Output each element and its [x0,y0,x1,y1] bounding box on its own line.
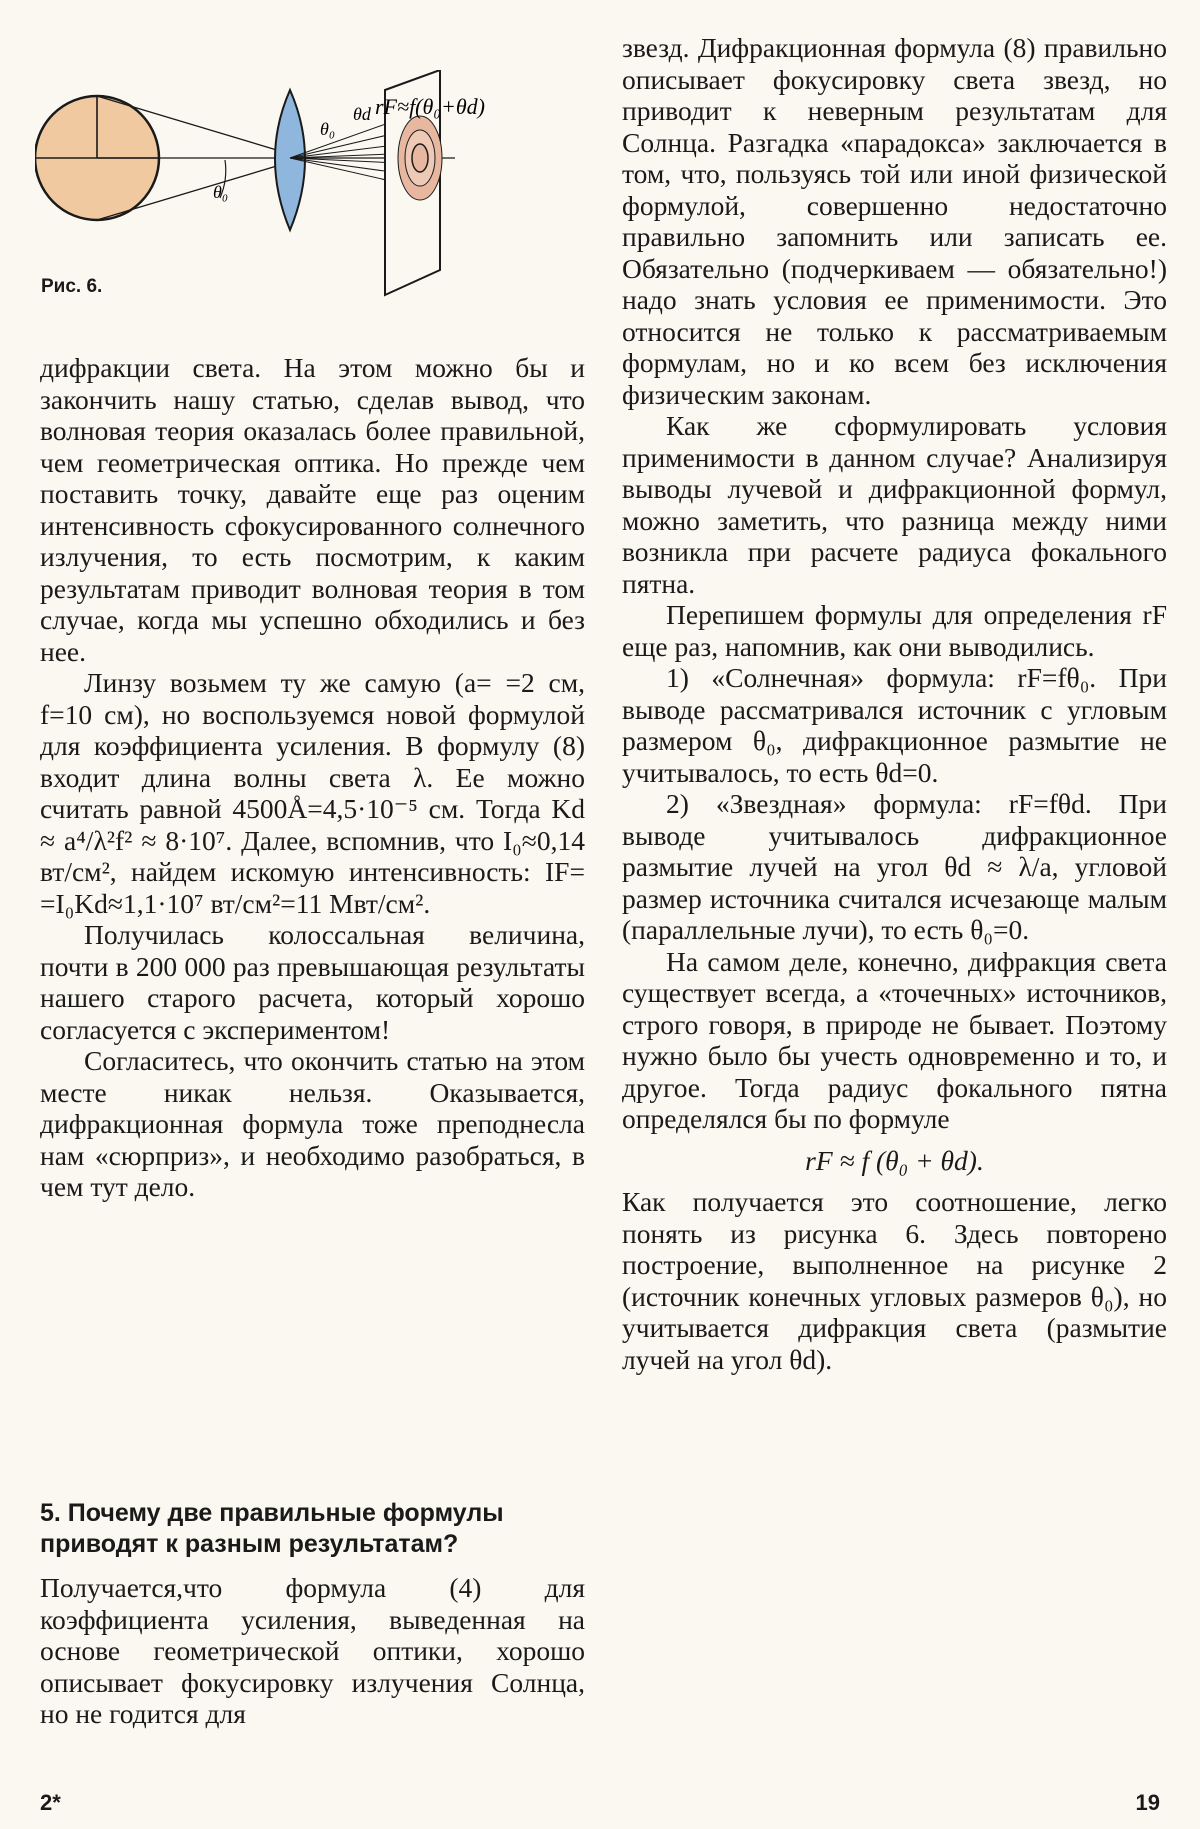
right-column-body [622,32,1167,1375]
right-paragraph-5: 2) «Звездная» формула: rF=fθd. При выводе учитывалось дифракционное размытие лучей на угол θd ≈ λ/a, угловой размер источника считался исчезающе малым (параллельные лучи), то есть θ₀=0. [622,788,1167,945]
right-paragraph-6: На самом деле, конечно, дифракция света существует всегда, а «точечных» источников, строго говоря, в природе не бывает. Поэтому нужно было бы учесть одновременно и то, и другое. Тогда радиус фокального пятна определялся бы по формуле [622,945,1167,1134]
left-paragraph-3: Получилась колоссальная величина, почти в 200 000 раз превышающая результаты нашего старого расчета, который хорошо согласуется с экспериментом! [40,919,585,1045]
left-paragraph-4: Согласитесь, что окончить статью на этом месте никак нельзя. Оказывается, дифракционная формула тоже преподнесла нам «сюрприз», и необходимо разобраться, в чем тут дело. [40,1045,585,1202]
theta0-top-label: θ₀ [320,119,336,139]
right-paragraph-7: Как получается это соотношение, легко понять из рисунка 6. Здесь повторено построение, выполненное на рисунке 2 (источник конечных угловых размеров θ₀), но учитывается дифракция света (размытие лучей на угол θd). [622,1186,1167,1375]
theta-d-label: θd [353,104,371,124]
page-number: 19 [1135,1790,1160,1815]
left-column-body-2 [40,1572,585,1730]
signature-mark: 2* [40,1790,61,1815]
figure-6-diagram [35,70,595,330]
left-paragraph-1: дифракции света. На этом можно бы и закончить нашу статью, сделав вывод, что волновая теория оказалась более правильной, чем геометрическая оптика. Но прежде чем поставить точку, давайте еще раз оценим интенсивность сфокусированного солнечного излучения, то есть посмотрим, к каким результатам приводит волновая теория в том случае, когда мы успешно обходились и без нее. [40,352,585,667]
focal-radius-formula: rF ≈ f (θ₀ + θd). [805,1144,984,1176]
left-paragraph-2: Линзу возьмем ту же самую (a= =2 см, f=10 см), но воспользуемся новой формулой для коэффициента усиления. В формулу (8) входит длина волны света λ. Ее можно считать равной 4500Å=4,5·10⁻⁵ см. Тогда Kd ≈ a⁴/λ²f² ≈ 8·10⁷. Далее, вспомнив, что I₀≈0,14 вт/см², найдем искомую интенсивность: IF= =I₀Kd≈1,1·10⁷ вт/см²=11 Мвт/см². [40,667,585,919]
right-paragraph-2: Как же сформулировать условия применимости в данном случае? Анализируя выводы лучевой и дифракционной формул, можно заметить, что разница между ними возникла при расчете радиуса фокального пятна. [622,410,1167,599]
focal-radius-formula-label: rF≈f(θ₀+θd) [375,94,485,119]
right-paragraph-3: Перепишем формулы для определения rF еще раз, напомнив, как они выводились. [622,599,1167,662]
right-paragraph-1: звезд. Дифракционная формула (8) правильно описывает фокусировку света звезд, но приводит к неверным результатам для Солнца. Разгадка «парадокса» заключается в том, что, пользуясь той или иной физической формулой, совершенно недостаточно правильно запомнить или записать ее. Обязательно (подчеркиваем — обязательно!) надо знать условия ее применимости. Это относится не только к рассматриваемым формулам, но и ко всем без исключения физическим законам. [622,32,1167,410]
focal-spot-inner [412,144,428,172]
figure-caption: Рис. 6. [41,276,103,297]
left-paragraph-5: Получается,что формула (4) для коэффициента усиления, выведенная на основе геометрической оптики, хорошо описывает фокусировку излучения Солнца, но не годится для [40,1572,585,1729]
section-heading: 5. Почему две правильные формулы приводят к разным результатам? [40,1499,504,1558]
left-column-body [40,352,585,1203]
right-paragraph-4: 1) «Солнечная» формула: rF=fθ₀. При выводе рассматривался источник с угловым размером θ₀, дифракционное размытие не учитывалось, то есть θd=0. [622,662,1167,788]
theta0-bottom-label: θ₀ [213,182,229,202]
